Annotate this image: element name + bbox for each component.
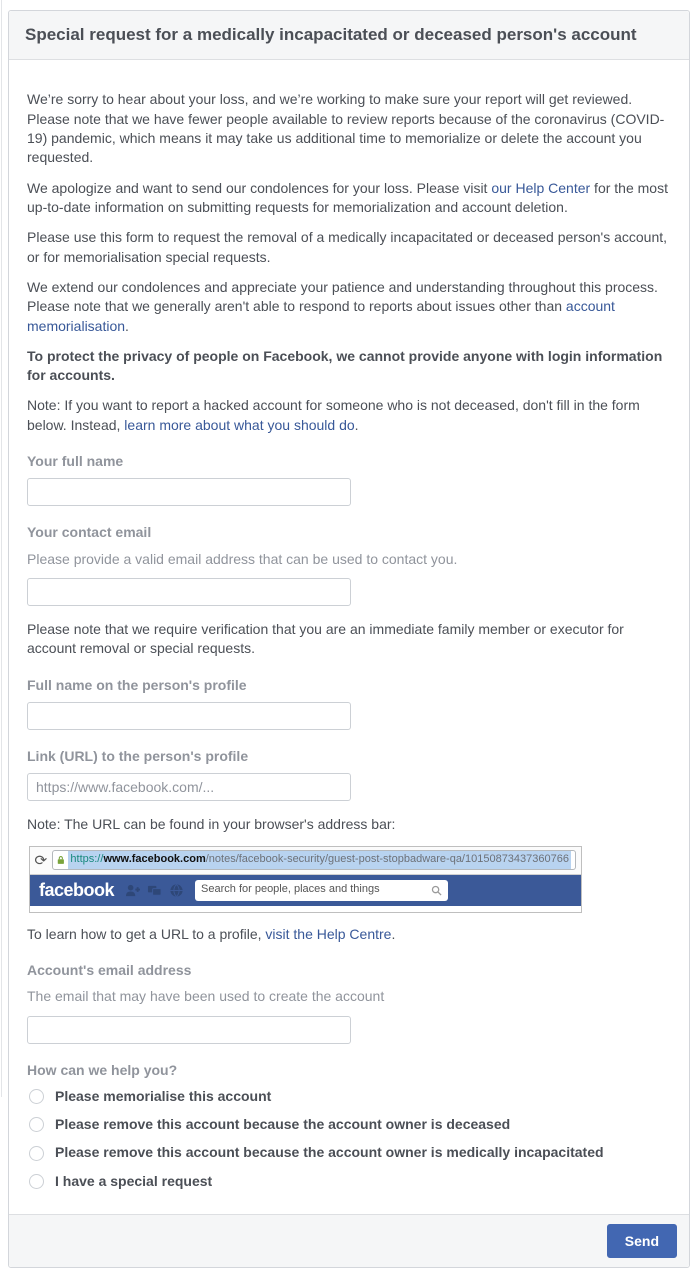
intro-paragraph-purpose: Please use this form to request the removal of a medically incapacitated or deceased person's account, or for memorialisation special requests. [27,229,668,265]
radio-button[interactable] [29,1174,44,1189]
messages-icon [147,883,162,898]
how-can-we-help-label: How can we help you? [27,1061,178,1078]
reload-icon: ⟳ [34,852,48,869]
address-field [52,850,576,870]
profile-url-label: Link (URL) to the person's profile [27,747,249,764]
intro-paragraph-covid: We’re sorry to hear about your loss, and we’re working to make sure your report will get reviewed. Please note that we have fewer people available to review reports because of the coronavirus (COVID-19) pandemic, which means it may take us additional time to memorialize or delete the account you requested. [27,91,665,166]
account-email-input[interactable] [27,1016,351,1044]
browser-page-strip [30,906,581,912]
url-location-note: Note: The URL can be found in your browser's address bar: [27,816,396,833]
address-url [68,851,571,868]
page-title: Special request for a medically incapacitated or deceased person's account [25,25,637,44]
radio-button[interactable] [29,1146,44,1161]
profile-url-input[interactable] [27,773,351,801]
radio-option-label: Please remove this account because the account owner is deceased [55,1116,511,1133]
your-full-name-input[interactable] [27,478,351,506]
text-link[interactable]: learn more about what you should do [124,416,355,433]
text-run: We apologize and want to send our condolences for your loss. Please visit [27,179,492,196]
profile-name-label: Full name on the person's profile [27,676,247,693]
radio-button[interactable] [29,1117,44,1132]
text-run: for the most up-to-date information on submitting requests for memorialization and account deletion. [27,179,668,215]
text-link[interactable]: visit the Help Centre [265,925,392,942]
your-full-name-label: Your full name [27,453,124,470]
url-domain: www.facebook.com [103,853,206,866]
form-content [9,60,689,1214]
text-link[interactable]: account memorialisation [27,298,615,334]
radio-option-label: I have a special request [55,1172,213,1189]
contact-email-input[interactable] [27,578,351,606]
friend-requests-icon [125,883,140,898]
lock-icon [57,854,65,866]
window-edge-line [1,0,2,1097]
privacy-warning: To protect the privacy of people on Facebook, we cannot provide anyone with login information for accounts. [27,347,663,384]
contact-email-label: Your contact email [27,524,152,541]
account-email-help: The email that may have been used to create the account [27,988,385,1005]
facebook-search-placeholder: Search for people, places and things [201,883,380,896]
intro-paragraph-condolences [27,179,673,218]
facebook-navbar [30,875,581,906]
special-request-form-panel [8,10,690,1268]
radio-option-special-request[interactable] [29,1172,673,1191]
radio-option-label: Please remove this account because the account owner is medically incapacitated [55,1144,604,1161]
verification-note: Please note that we require verification that you are an immediate family member or executor for account removal or special requests. [27,621,624,657]
radio-option-memorialise[interactable] [29,1087,673,1106]
text-run: . [391,925,396,942]
profile-name-input[interactable] [27,702,351,730]
hacked-account-note [27,396,673,435]
contact-email-help: Please provide a valid email address that can be used to contact you. [27,550,458,567]
facebook-search-box [195,880,448,901]
notifications-globe-icon [169,883,184,898]
radio-button[interactable] [29,1089,44,1104]
intro-paragraph-patience [27,278,673,336]
radio-option-remove-deceased[interactable] [29,1115,673,1134]
form-header [9,11,689,60]
text-run: . [354,416,359,433]
url-path: /notes/facebook-security/guest-post-stopbadware-qa/10150873437360766 [205,853,569,866]
search-icon [431,885,442,896]
account-email-label: Account's email address [27,961,192,978]
text-run: To learn how to get a URL to a profile, [27,925,266,942]
browser-screenshot [29,846,582,913]
browser-address-bar [30,847,581,875]
send-button[interactable]: Send [607,1224,677,1258]
text-link[interactable]: our Help Center [491,179,591,196]
url-scheme: https:// [70,853,104,866]
text-run: We extend our condolences and appreciate your patience and understanding throughout this process. Please note that we generally aren't able to respond to reports about issues other than [27,278,658,315]
text-run: Note: If you want to report a hacked account for someone who is not deceased, don't fill in the form below. Instead, [27,397,640,433]
radio-option-label: Please memorialise this account [55,1087,272,1104]
help-centre-note [27,925,673,944]
text-run: . [125,317,129,334]
facebook-logo: facebook [39,879,115,900]
radio-option-remove-incapacitated[interactable] [29,1143,673,1162]
form-footer [9,1214,689,1267]
